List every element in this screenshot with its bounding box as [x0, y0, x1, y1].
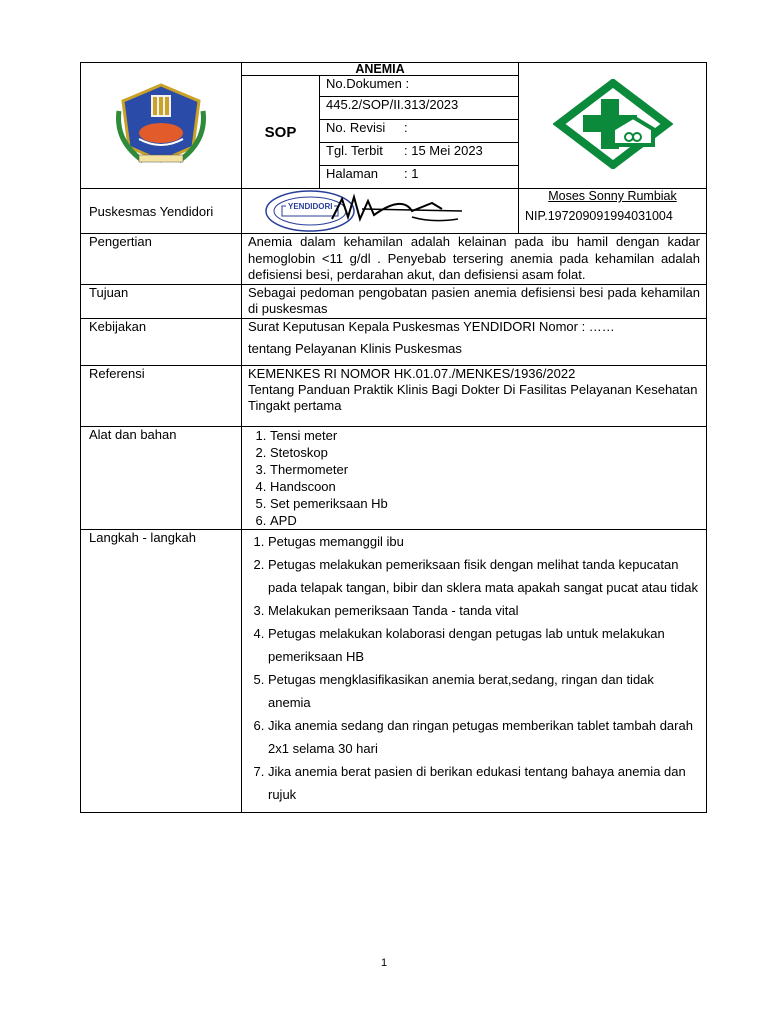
halaman-label: Halaman [326, 166, 379, 181]
no-revisi-separator: : [404, 120, 408, 135]
langkah-list [248, 530, 700, 806]
tgl-terbit-row [320, 143, 519, 166]
list-item: 3. Melakukan pemeriksaan Tanda - tanda vital [268, 599, 700, 622]
alat-label: Alat dan bahan [81, 426, 242, 529]
kebijakan-line-2: tentang Pelayanan Klinis Puskesmas [248, 340, 462, 356]
list-item: 6. APD [270, 512, 700, 529]
tujuan-text: Sebagai pedoman pengobatan pasien anemia defisiensi besi pada kehamilan di puskesmas [242, 284, 707, 318]
list-item: 5. Set pemeriksaan Hb [270, 495, 700, 512]
no-revisi-label: No. Revisi [326, 120, 386, 135]
pengertian-label: Pengertian [81, 234, 242, 285]
unit-name: Puskesmas Yendidori [81, 189, 242, 234]
list-item: 4. Petugas melakukan kolaborasi dengan petugas lab untuk melakukan pemeriksaan HB [268, 622, 700, 668]
signatory-nip: NIP.197209091994031004 [525, 209, 673, 223]
list-item: 2. Petugas melakukan pemeriksaan fisik dengan melihat tanda kepucatan pada telapak tangan, bibir dan sklera mata apakah sangat pucat atau tidak [268, 553, 700, 599]
list-item: 4. Handscoon [270, 478, 700, 495]
puskesmas-logo-cell [519, 63, 707, 189]
alat-list [248, 427, 700, 529]
halaman-value: : 1 [404, 166, 419, 181]
alat-list-cell [242, 426, 707, 529]
page-number: 1 [380, 957, 388, 969]
regional-emblem-icon [113, 81, 209, 167]
sop-title: ANEMIA [242, 63, 519, 76]
no-revisi-row [320, 120, 519, 143]
puskesmas-logo-icon [553, 79, 673, 169]
list-item: 2. Stetoskop [270, 444, 700, 461]
tujuan-label: Tujuan [81, 284, 242, 318]
sop-table [80, 62, 707, 813]
referensi-line-2: Tentang Panduan Praktik Klinis Bagi Dokter Di Fasilitas Pelayanan Kesehatan Tingakt pertama [248, 381, 698, 413]
kebijakan-label: Kebijakan [81, 318, 242, 365]
signature-stamp-cell [242, 189, 519, 234]
list-item: 5. Petugas mengklasifikasikan anemia berat,sedang, ringan dan tidak anemia [268, 668, 700, 714]
referensi-text [242, 365, 707, 426]
halaman-row [320, 166, 519, 189]
list-item: 7. Jika anemia berat pasien di berikan edukasi tentang bahaya anemia dan rujuk [268, 760, 700, 806]
langkah-label: Langkah - langkah [81, 529, 242, 812]
signatory-cell [519, 189, 707, 234]
official-stamp-icon [262, 189, 502, 233]
list-item: 1. Tensi meter [270, 427, 700, 444]
stamp-text: YENDIDORI [288, 202, 333, 211]
kebijakan-line-1: Surat Keputusan Kepala Puskesmas YENDIDORI Nomor : …… [248, 318, 615, 334]
no-dokumen-value: 445.2/SOP/II.313/2023 [320, 97, 519, 120]
pengertian-text: Anemia dalam kehamilan adalah kelainan pada ibu hamil dengan kadar hemoglobin <11 g/dl . Penyebab tersering anemia pada kehamilan adalah defisiensi besi, perdarahan akut, dan defisiensi asam folat. [242, 234, 707, 285]
list-item: 6. Jika anemia sedang dan ringan petugas memberikan tablet tambah darah 2x1 selama 30 hari [268, 714, 700, 760]
sop-label: SOP [242, 76, 320, 189]
signatory-name: Moses Sonny Rumbiak [548, 189, 677, 203]
referensi-label: Referensi [81, 365, 242, 426]
regional-emblem-cell [81, 63, 242, 189]
referensi-line-1: KEMENKES RI NOMOR HK.01.07./MENKES/1936/2022 [248, 365, 576, 381]
kebijakan-text [242, 318, 707, 365]
list-item: 1. Petugas memanggil ibu [268, 530, 700, 553]
list-item: 3. Thermometer [270, 461, 700, 478]
langkah-list-cell [242, 529, 707, 812]
tgl-terbit-value: : 15 Mei 2023 [404, 143, 483, 158]
tgl-terbit-label: Tgl. Terbit [326, 143, 383, 158]
no-dokumen-label: No.Dokumen : [320, 76, 519, 97]
